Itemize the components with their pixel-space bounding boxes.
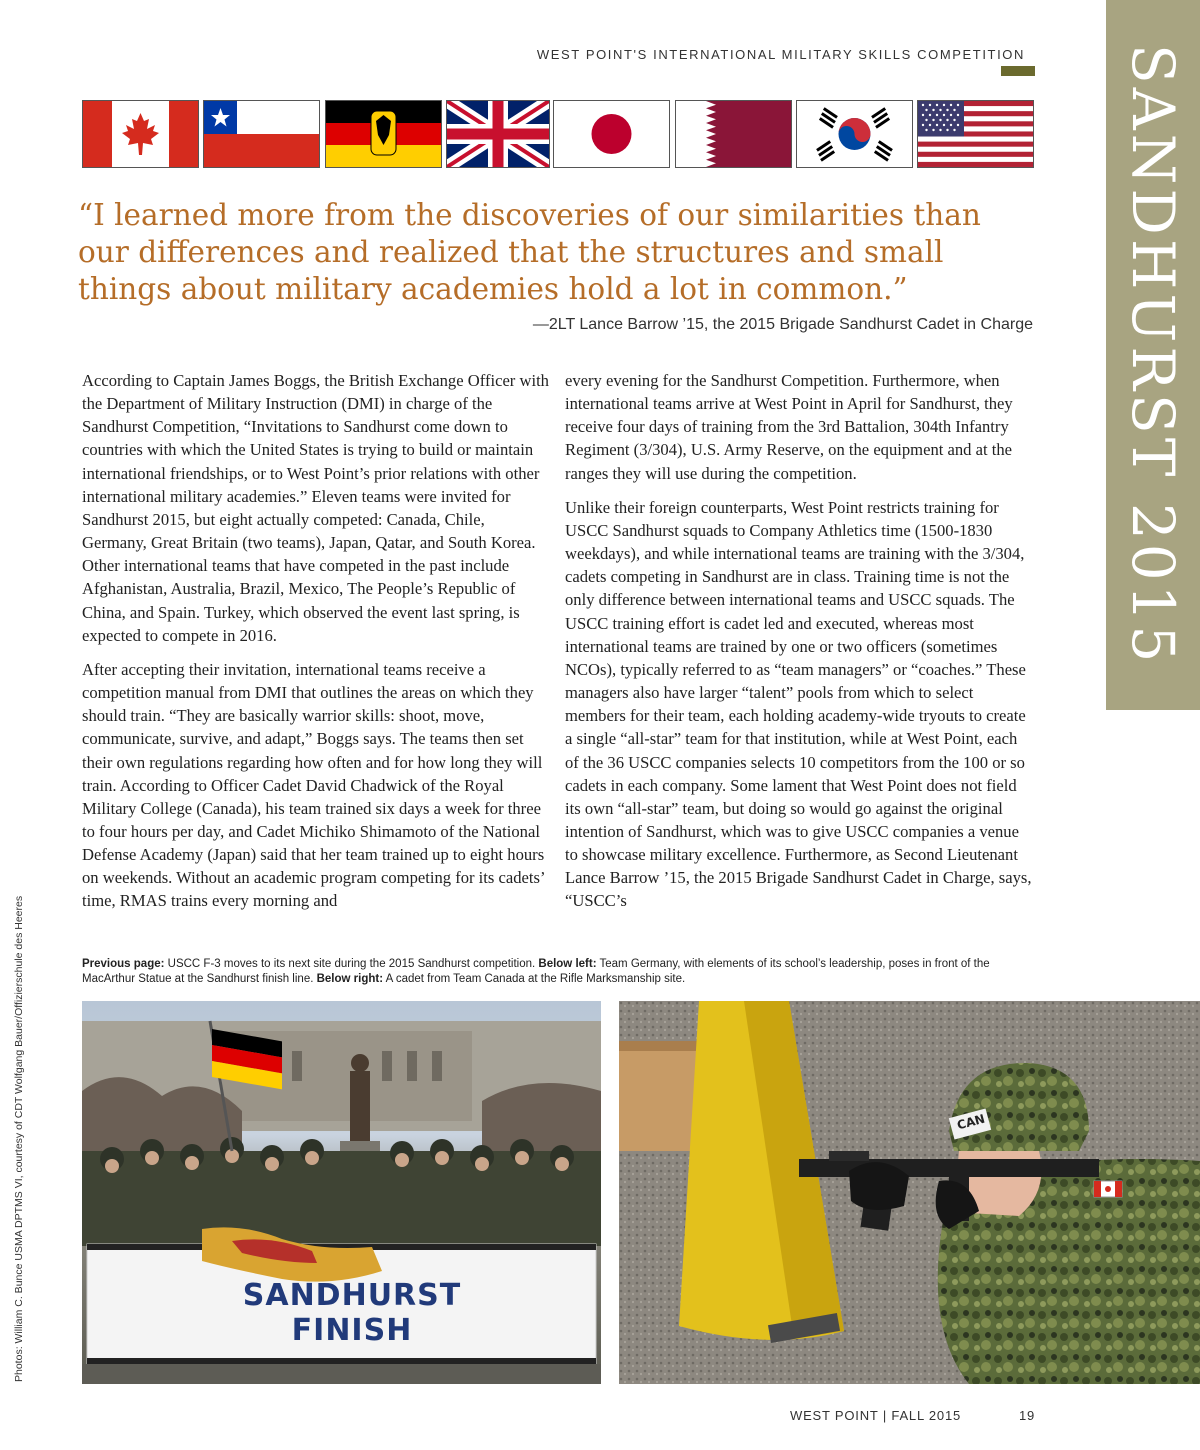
article-column-2 <box>565 369 1035 924</box>
pull-quote-attribution: —2LT Lance Barrow ’15, the 2015 Brigade Sandhurst Cadet in Charge <box>532 316 1033 333</box>
running-title: WEST POINT'S INTERNATIONAL MILITARY SKILLS COMPETITION <box>536 47 1025 63</box>
finish-banner-text: SANDHURST FINISH <box>242 1278 462 1348</box>
header-accent-bar <box>1001 66 1035 76</box>
caption-text: Team Germany, with elements of its school’s leadership, poses in front of the MacArthur Statue at the Sandhurst finish line. <box>82 958 990 985</box>
article-paragraph: Unlike their foreign counterparts, West Point restricts training for USCC Sandhurst squads to Company Athletics time (1500-1830 weekdays), and while international teams are training with the 3/304, cadets competing in Sandhurst are in class. Training time is not the only difference between international teams and USCC squads. The USCC training effort is cadet led and executed, whereas most international teams are trained by one or two officers (sometimes NCOs), typically referred to as “team managers” or “coaches.” These managers also have larger “talent” pools from which to select members for their team, each holding academy-wide tryouts to create a single “all-star” team for that institution, while at West Point, each of the 36 USCC companies selects 10 competitors from the 100 or so cadets in each company. Some lament that West Point does not field its own “all-star” team, but doing so would go against the original intention of Sandhurst, which was to give USCC companies a venue to showcase military excellence. Furthermore, as Second Lieutenant Lance Barrow ’15, the 2015 Brigade Sandhurst Cadet in Charge, says, “USCC’s <box>565 497 1032 911</box>
running-header <box>520 46 1035 66</box>
germany-flag-icon <box>325 100 442 168</box>
side-tab-title: SANDHURST 2015 <box>1119 43 1187 667</box>
caption-label: Below left: <box>538 958 597 970</box>
team-germany-photo <box>82 1001 601 1384</box>
article-column-1 <box>82 369 550 924</box>
qatar-flag-icon <box>675 100 792 168</box>
photo-credit: Photos: William C. Bunce USMA DPTMS VI, courtesy of CDT Wolfgang Bauer/Offizierschule des Heeres <box>13 895 25 1382</box>
caption-label: Below right: <box>316 973 384 985</box>
japan-flag-icon <box>553 100 670 168</box>
article-paragraph: After accepting their invitation, international teams receive a competition manual from DMI that outlines the areas on which they should train. “They are basically warrior skills: shoot, move, communicate, survive, and adapt,” Boggs says. The teams then set their own regulations regarding how often and for how long they will train. According to Officer Cadet David Chadwick of the Royal Military College (Canada), his team trained six days a week for three to four hours per day, and Cadet Michiko Shimamoto of the National Defense Academy (Japan) said that her team trained up to eight hours on weekends. Without an academic program competing for its cadets’ time, RMAS trains every morning and <box>82 659 545 911</box>
photo-caption <box>82 957 1042 987</box>
helmet-label: CAN <box>955 1111 987 1133</box>
article-paragraph: every evening for the Sandhurst Competition. Furthermore, when international teams arrive at West Point in April for Sandhurst, they receive four days of training from the 3rd Battalion, 304th Infantry Regiment (3/304), U.S. Army Reserve, on the equipment and at the ranges they will use during the competition. <box>565 371 1013 483</box>
page-number: 19 <box>1018 1408 1035 1423</box>
footer-publication: WEST POINT | FALL 2015 <box>790 1408 962 1423</box>
pull-quote: “I learned more from the discoveries of our similarities than our differences and realized that the structures and small things about military academies hold a lot in common.” <box>78 198 981 306</box>
page-footer <box>790 1408 1035 1423</box>
united-kingdom-flag-icon <box>446 100 550 168</box>
south-korea-flag-icon <box>796 100 913 168</box>
section-side-tab <box>1106 0 1200 710</box>
caption-text: USCC F-3 moves to its next site during the 2015 Sandhurst competition. <box>164 958 539 970</box>
team-canada-photo <box>619 1001 1200 1384</box>
article-paragraph: According to Captain James Boggs, the British Exchange Officer with the Department of Military Instruction (DMI) in charge of the Sandhurst Competition, “Invitations to Sandhurst come down to countries with which the United States is trying to build or maintain international friendships, or to West Point’s prior relations with other international military academies.” Eleven teams were invited for Sandhurst 2015, but eight actually competed: Canada, Chile, Germany, Great Britain (two teams), Japan, Qatar, and South Korea. Other international teams that have competed in the past include Afghanistan, Australia, Brazil, Mexico, The People’s Republic of China, and Spain. Turkey, which observed the event last spring, is expected to compete in 2016. <box>82 371 549 645</box>
canada-flag-icon <box>82 100 199 168</box>
caption-text: A cadet from Team Canada at the Rifle Marksmanship site. <box>383 973 686 985</box>
chile-flag-icon <box>203 100 320 168</box>
caption-label: Previous page: <box>82 958 165 970</box>
united-states-flag-icon <box>917 100 1034 168</box>
flag-row <box>82 100 1034 168</box>
